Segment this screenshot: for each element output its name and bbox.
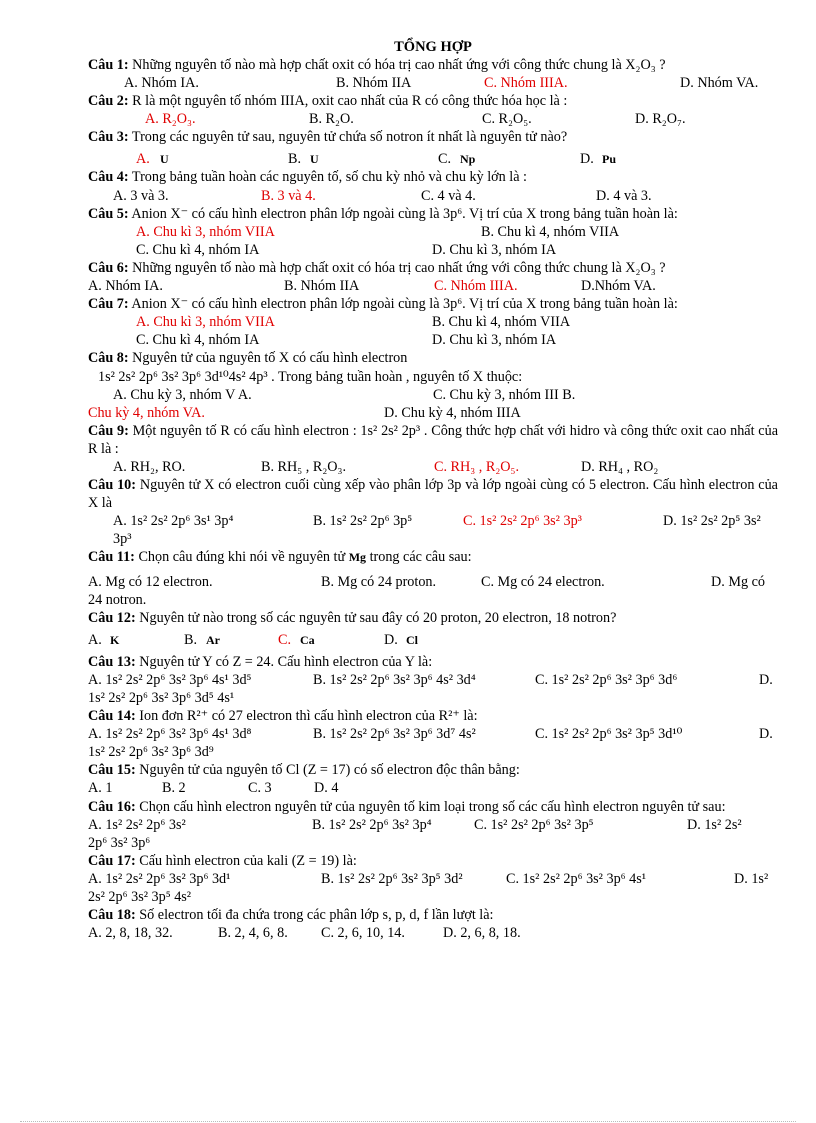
option-a: A. 1s² 2s² 2p⁶ 3s² 3p⁶ 4s¹ 3d⁸: [88, 726, 252, 743]
option-c-correct: C. 1s² 2s² 2p⁶ 3s² 3p³: [463, 513, 582, 530]
answer-row-cont: [88, 743, 778, 761]
question-6: [88, 259, 778, 277]
question-text: Những nguyên tố nào mà hợp chất oxit có hóa trị cao nhất ứng với công thức chung là X₂O₃ ?: [132, 57, 666, 73]
question-label: Câu 1:: [88, 57, 129, 73]
question-text: Chọn câu đúng khi nói về nguyên tử: [138, 549, 346, 566]
question-4: [88, 168, 778, 186]
question-16: [88, 798, 778, 816]
question-17: [88, 852, 778, 870]
answer-row: [88, 512, 778, 530]
answer-row: [88, 386, 778, 404]
question-9: [88, 422, 778, 458]
answer-row-cont: [88, 591, 778, 609]
option-c: C. 1s² 2s² 2p⁶ 3s² 3p⁶ 4s¹: [506, 870, 647, 887]
question-label: Câu 7:: [88, 296, 129, 313]
electron-config: 1s² 2s² 2p⁶ 3s² 3p⁶ 3d¹⁰4s² 4p³ . Trong bảng tuần hoàn , nguyên tố X thuộc:: [98, 368, 523, 385]
question-15: [88, 761, 778, 779]
question-text: trong các câu sau:: [369, 549, 472, 566]
option-c-correct: C. RH₃ , R₂O₅.: [434, 458, 520, 475]
option-d: D. Nhóm VA.: [680, 75, 759, 92]
option-c: C. 1s² 2s² 2p⁶ 3s² 3p⁵ 3d¹⁰: [535, 726, 683, 743]
question-10: [88, 476, 778, 512]
question-text: Nguyên tử nào trong số các nguyên tử sau đây có 20 proton, 20 electron, 18 notron?: [139, 609, 617, 626]
option-c-correct: C. Nhóm IIIA.: [484, 75, 568, 92]
question-label: Câu 16:: [88, 798, 136, 815]
answer-row: [88, 277, 778, 295]
question-text: Cấu hình electron của kali (Z = 19) là:: [139, 852, 357, 869]
option-c-correct: C.: [278, 631, 292, 648]
option-c: C. Mg có 24 electron.: [481, 573, 605, 590]
question-text: Một nguyên tố R có cấu hình electron : 1s² 2s² 2p³ . Công thức hợp chất với hidro và công thức oxit cao nhất của R là :: [88, 422, 778, 457]
option-d: D.: [384, 631, 398, 648]
option-d: D.: [580, 151, 594, 168]
question-18: [88, 906, 778, 924]
option-d: D. 1s² 2s² 2p⁵ 3s²: [663, 513, 761, 530]
option-d: D. 1s² 2s²: [687, 816, 742, 833]
answer-row: [88, 74, 778, 92]
question-text: Số electron tối đa chứa trong các phân lớp s, p, d, f lần lượt là:: [139, 907, 494, 924]
option-c: C. Chu kỳ 3, nhóm III B.: [433, 386, 576, 403]
option-b: B. Chu kì 4, nhóm VIIA: [481, 223, 620, 240]
question-text: Anion X⁻ có cấu hình electron phân lớp ngoài cùng là 3p⁶. Vị trí của X trong bảng tuần hoàn là:: [131, 296, 678, 313]
answer-row: [88, 187, 778, 205]
option-c: C. 1s² 2s² 2p⁶ 3s² 3p⁶ 3d⁶: [535, 671, 678, 688]
isotope-symbol: Mg: [348, 550, 367, 565]
question-text: R là một nguyên tố nhóm IIIA, oxit cao nhất của R có công thức hóa học là :: [132, 93, 568, 110]
question-3: [88, 128, 778, 146]
option-a: A. 3 và 3.: [113, 187, 169, 204]
option-b-correct: B. 3 và 4.: [261, 187, 316, 204]
option-c: C.: [438, 151, 452, 168]
question-label: Câu 2:: [88, 93, 129, 110]
answer-row: [88, 924, 778, 942]
option-d: D. Chu kì 3, nhóm IA: [432, 241, 557, 258]
option-d: D. Mg có: [711, 573, 765, 590]
option-a-correct: A. R₂O₃.: [145, 111, 196, 128]
option-a: A. 1: [88, 780, 113, 797]
option-a: A. RH₂, RO.: [113, 458, 186, 475]
option-a-correct: A. Chu kì 3, nhóm VIIA: [136, 223, 275, 240]
question-12: [88, 609, 778, 627]
isotope-symbol: U: [160, 152, 169, 167]
option-b: B. 2, 4, 6, 8.: [218, 925, 288, 942]
answer-row: [88, 627, 778, 649]
question-2: [88, 92, 778, 110]
question-text: Nguyên tử của nguyên tố Cl (Z = 17) có số electron độc thân bằng:: [139, 762, 520, 779]
option-d-cont: 24 notron.: [88, 591, 147, 608]
answer-row: [88, 241, 778, 259]
question-text: Nguyên tử Y có Z = 24. Cấu hình electron của Y là:: [139, 653, 433, 670]
option-b: B. R₂O.: [309, 111, 354, 128]
option-c-correct: C. Nhóm IIIA.: [434, 278, 518, 295]
option-a: A. 1s² 2s² 2p⁶ 3s² 3p⁶ 4s¹ 3d⁵: [88, 671, 252, 688]
option-b: B. 1s² 2s² 2p⁶ 3s² 3p⁵ 3d²: [321, 870, 463, 887]
answer-row-cont: [88, 689, 778, 707]
option-a: A. 2, 8, 18, 32.: [88, 925, 173, 942]
option-d-cont: 1s² 2s² 2p⁶ 3s² 3p⁶ 3d⁹: [88, 744, 214, 761]
option-b: B. 1s² 2s² 2p⁶ 3s² 3p⁴: [312, 816, 432, 833]
question-label: Câu 3:: [88, 129, 129, 146]
answer-row: [88, 223, 778, 241]
option-b-correct: Chu kỳ 4, nhóm VA.: [88, 404, 205, 421]
option-d: D. Chu kì 3, nhóm IA: [432, 332, 557, 349]
option-d: D. 2, 6, 8, 18.: [443, 925, 521, 942]
option-d: D.: [759, 726, 773, 743]
question-text: Những nguyên tố nào mà hợp chất oxit có hóa trị cao nhất ứng với công thức chung là X₂O₃ ?: [132, 259, 666, 276]
isotope-symbol: K: [110, 632, 120, 647]
question-label: Câu 18:: [88, 907, 136, 924]
option-a: A. 1s² 2s² 2p⁶ 3s² 3p⁶ 3d¹: [88, 870, 231, 887]
document-page: [88, 38, 778, 942]
option-a: A. 1s² 2s² 2p⁶ 3s¹ 3p⁴: [113, 513, 234, 530]
question-14: [88, 707, 778, 725]
option-d-cont: 2p⁶ 3s² 3p⁶: [88, 834, 151, 851]
question-label: Câu 13:: [88, 653, 136, 670]
question-7: [88, 295, 778, 313]
answer-row: [88, 573, 778, 591]
question-label: Câu 4:: [88, 169, 129, 186]
option-a: A. Nhóm IA.: [124, 75, 199, 92]
question-label: Câu 17:: [88, 852, 136, 869]
option-b: B. RH₅ , R₂O₃.: [261, 458, 347, 475]
answer-row: [88, 725, 778, 743]
option-d: D.: [759, 671, 773, 688]
answer-row: [88, 331, 778, 349]
option-b: B. 1s² 2s² 2p⁶ 3s² 3p⁶ 3d⁷ 4s²: [313, 726, 476, 743]
question-label: Câu 10:: [88, 477, 136, 494]
option-a: A. 1s² 2s² 2p⁶ 3s²: [88, 816, 186, 833]
answer-row: [88, 458, 778, 476]
option-a-correct: A. Chu kì 3, nhóm VIIA: [136, 314, 275, 331]
option-d: D.Nhóm VA.: [581, 278, 656, 295]
question-text: Nguyên tử của nguyên tố X có cấu hình electron: [132, 350, 408, 367]
question-label: Câu 15:: [88, 762, 136, 779]
question-text: Trong bảng tuần hoàn các nguyên tố, số chu kỳ nhỏ và chu kỳ lớn là :: [131, 169, 528, 186]
answer-row: [88, 671, 778, 689]
isotope-symbol: Ar: [206, 632, 220, 647]
option-b: B. Mg có 24 proton.: [321, 573, 437, 590]
option-c: C. 1s² 2s² 2p⁶ 3s² 3p⁵: [474, 816, 594, 833]
answer-row: [88, 313, 778, 331]
question-text: Chọn cấu hình electron nguyên tử của nguyên tố kim loại trong số các cấu hình electron nguyên tử sau:: [139, 798, 726, 815]
option-a: A. Chu kỳ 3, nhóm V A.: [113, 386, 252, 403]
option-c: C. R₂O₅.: [482, 111, 532, 128]
question-text-line: [88, 368, 778, 386]
answer-row: [88, 110, 778, 128]
page-title: TỔNG HỢP: [394, 39, 472, 55]
option-d-cont: 2s² 2p⁶ 3s² 3p⁵ 4s²: [88, 889, 192, 906]
question-text: Trong các nguyên tử sau, nguyên tử chứa số notron ít nhất là nguyên tử nào?: [131, 129, 568, 146]
answer-row: [88, 146, 778, 168]
question-5: [88, 205, 778, 223]
answer-row-cont: [88, 888, 778, 906]
question-text: Ion đơn R²⁺ có 27 electron thì cấu hình electron của R²⁺ là:: [139, 708, 478, 725]
option-b: B. 1s² 2s² 2p⁶ 3p⁵: [313, 513, 413, 530]
answer-row: [88, 779, 778, 797]
question-label: Câu 8:: [88, 350, 129, 367]
option-c: C. 3: [248, 780, 272, 797]
option-b: B. 1s² 2s² 2p⁶ 3s² 3p⁶ 4s² 3d⁴: [313, 671, 476, 688]
question-11: [88, 548, 778, 566]
isotope-symbol: Pu: [602, 152, 617, 167]
question-1: [88, 56, 778, 74]
option-d: D. 4 và 3.: [596, 187, 652, 204]
option-b: B. 2: [162, 780, 186, 797]
question-text: Nguyên tử X có electron cuối cùng xếp vào phân lớp 3p và lớp ngoài cùng có 5 electron. Cấu hình electron của X là: [88, 477, 778, 512]
option-a: A.: [88, 631, 102, 648]
option-c: C. Chu kì 4, nhóm IA: [136, 241, 260, 258]
isotope-symbol: Ca: [300, 632, 315, 647]
option-d: D. 1s²: [734, 870, 769, 887]
answer-row: [88, 870, 778, 888]
question-label: Câu 9:: [88, 422, 129, 439]
question-label: Câu 14:: [88, 708, 136, 725]
option-b: B. Chu kì 4, nhóm VIIA: [432, 314, 571, 331]
question-8: [88, 349, 778, 367]
isotope-symbol: U: [310, 152, 319, 167]
question-13: [88, 653, 778, 671]
answer-row: [88, 404, 778, 422]
option-c: C. 2, 6, 10, 14.: [321, 925, 405, 942]
question-label: Câu 5:: [88, 205, 129, 222]
option-d: D. R₂O₇.: [635, 111, 686, 128]
option-d: D. RH₄ , RO₂: [581, 458, 659, 475]
answer-row: [88, 816, 778, 834]
isotope-symbol: Np: [460, 152, 476, 167]
option-d-cont: 1s² 2s² 2p⁶ 3s² 3p⁶ 3d⁵ 4s¹: [88, 690, 235, 706]
option-b: B.: [288, 151, 302, 168]
option-a: A. Nhóm IA.: [88, 278, 163, 295]
option-d-cont: 3p³: [113, 531, 132, 548]
page-footer-divider: [20, 1121, 796, 1122]
option-d: D. Chu kỳ 4, nhóm IIIA: [384, 404, 521, 421]
option-a-correct: A.: [136, 151, 150, 168]
option-b: B.: [184, 631, 198, 648]
option-a: A. Mg có 12 electron.: [88, 573, 213, 590]
isotope-symbol: Cl: [406, 632, 418, 647]
answer-row-cont: [88, 530, 778, 548]
option-c: C. 4 và 4.: [421, 187, 476, 204]
question-text: Anion X⁻ có cấu hình electron phân lớp ngoài cùng là 3p⁶. Vị trí của X trong bảng tuần hoàn là:: [131, 205, 678, 222]
answer-row-cont: [88, 834, 778, 852]
question-label: Câu 6:: [88, 259, 129, 276]
option-c: C. Chu kì 4, nhóm IA: [136, 332, 260, 349]
question-label: Câu 12:: [88, 609, 136, 626]
option-b: B. Nhóm IIA: [284, 278, 360, 295]
option-b: B. Nhóm IIA: [336, 75, 412, 92]
option-d: D. 4: [314, 780, 339, 797]
question-label: Câu 11:: [88, 549, 135, 566]
